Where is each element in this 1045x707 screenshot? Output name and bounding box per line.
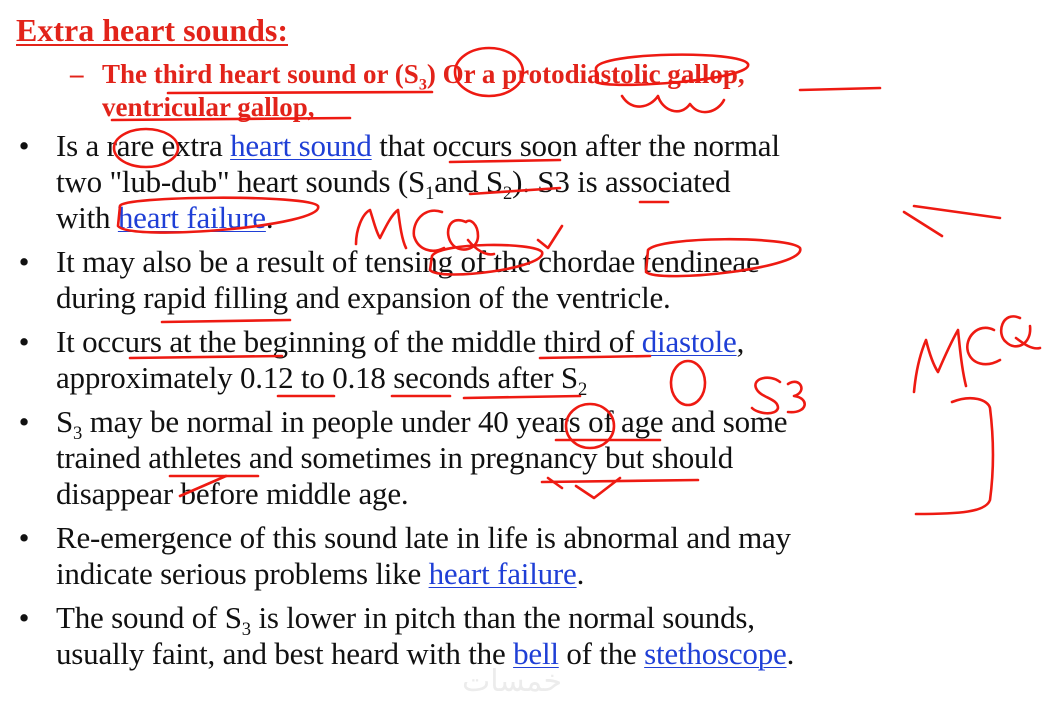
link-heart-failure[interactable]: heart failure <box>117 200 266 235</box>
subtitle-text-a: The third heart sound or (S <box>102 59 419 89</box>
subtitle-text-b: ) Or a protodiastolic gallop, <box>426 59 745 89</box>
text-run: is lower in pitch than the normal sounds, <box>250 600 755 635</box>
text-run: . <box>265 200 274 235</box>
subtitle-line-2: ventricular gallop, <box>102 92 315 122</box>
bullet-line <box>56 556 1024 592</box>
link-stethoscope[interactable]: stethoscope <box>644 636 787 671</box>
bullet-dot: • <box>18 244 30 279</box>
bullet-line <box>56 360 1024 401</box>
bullet-item <box>14 324 1024 401</box>
subtitle <box>70 58 745 124</box>
text-run: of the <box>558 636 645 671</box>
bullet-line: during rapid filling and expansion of the ventricle. <box>56 280 671 315</box>
bullet-item <box>14 404 1024 512</box>
link-heart-sound[interactable]: heart sound <box>230 128 372 163</box>
bullet-line: trained athletes and sometimes in pregnancy but should <box>56 440 734 475</box>
text-run: It occurs at the beginning of the middle third of <box>56 324 642 359</box>
bullet-item <box>14 520 1024 592</box>
bullet-dot: • <box>18 600 30 635</box>
text-run: . <box>576 556 585 591</box>
link-bell[interactable]: bell <box>513 636 559 671</box>
link-heart-failure[interactable]: heart failure <box>428 556 577 591</box>
text-run: and S <box>434 164 503 199</box>
bullet-dot: • <box>18 404 30 439</box>
subtitle-subscript: 3 <box>418 75 427 94</box>
text-run: ). S3 is associated <box>512 164 731 199</box>
subscript: 3 <box>73 423 83 445</box>
text-run: indicate serious problems like <box>56 556 429 591</box>
bullet-item <box>14 600 1024 672</box>
watermark: خمسات <box>462 664 563 699</box>
text-run: that occurs soon after the normal <box>371 128 780 163</box>
text-run: may be normal in people under 40 years of age and some <box>82 404 788 439</box>
subscript: 3 <box>241 619 251 641</box>
bullet-item <box>14 244 1024 316</box>
bullet-line <box>56 164 1024 205</box>
bullet-line <box>56 600 1024 641</box>
subscript: 2 <box>577 379 588 401</box>
text-run: . <box>786 636 795 671</box>
text-run: , <box>736 324 745 359</box>
bullet-line <box>56 324 1024 360</box>
subscript: 1 <box>425 183 435 205</box>
bullet-line: It may also be a result of tensing of the chordae tendineae <box>56 244 760 279</box>
text-run: two "lub-dub" heart sounds (S <box>56 164 426 199</box>
bullet-line <box>56 404 1024 445</box>
text-run: with <box>56 200 118 235</box>
bullet-line: Re-emergence of this sound late in life is abnormal and may <box>56 520 791 555</box>
bullet-item <box>14 128 1024 236</box>
subscript: 2 <box>502 183 513 205</box>
subtitle-line-1 <box>70 58 745 94</box>
dash-glyph: – <box>70 59 84 89</box>
bullet-list <box>14 128 1024 680</box>
link-diastole[interactable]: diastole <box>641 324 737 359</box>
slide-title: Extra heart sounds: <box>16 12 289 48</box>
text-run: Is a rare extra <box>56 128 231 163</box>
bullet-line: disappear before middle age. <box>56 476 409 511</box>
text-run: usually faint, and best heard with the <box>56 636 514 671</box>
bullet-line <box>56 200 1024 236</box>
bullet-line <box>56 128 1024 164</box>
text-run: S <box>56 404 74 439</box>
underline-mark <box>800 88 880 90</box>
bullet-dot: • <box>18 520 30 555</box>
text-run: The sound of S <box>56 600 242 635</box>
bullet-dot: • <box>18 128 30 163</box>
bullet-dot: • <box>18 324 30 359</box>
text-run: approximately 0.12 to 0.18 seconds after S <box>56 360 578 395</box>
